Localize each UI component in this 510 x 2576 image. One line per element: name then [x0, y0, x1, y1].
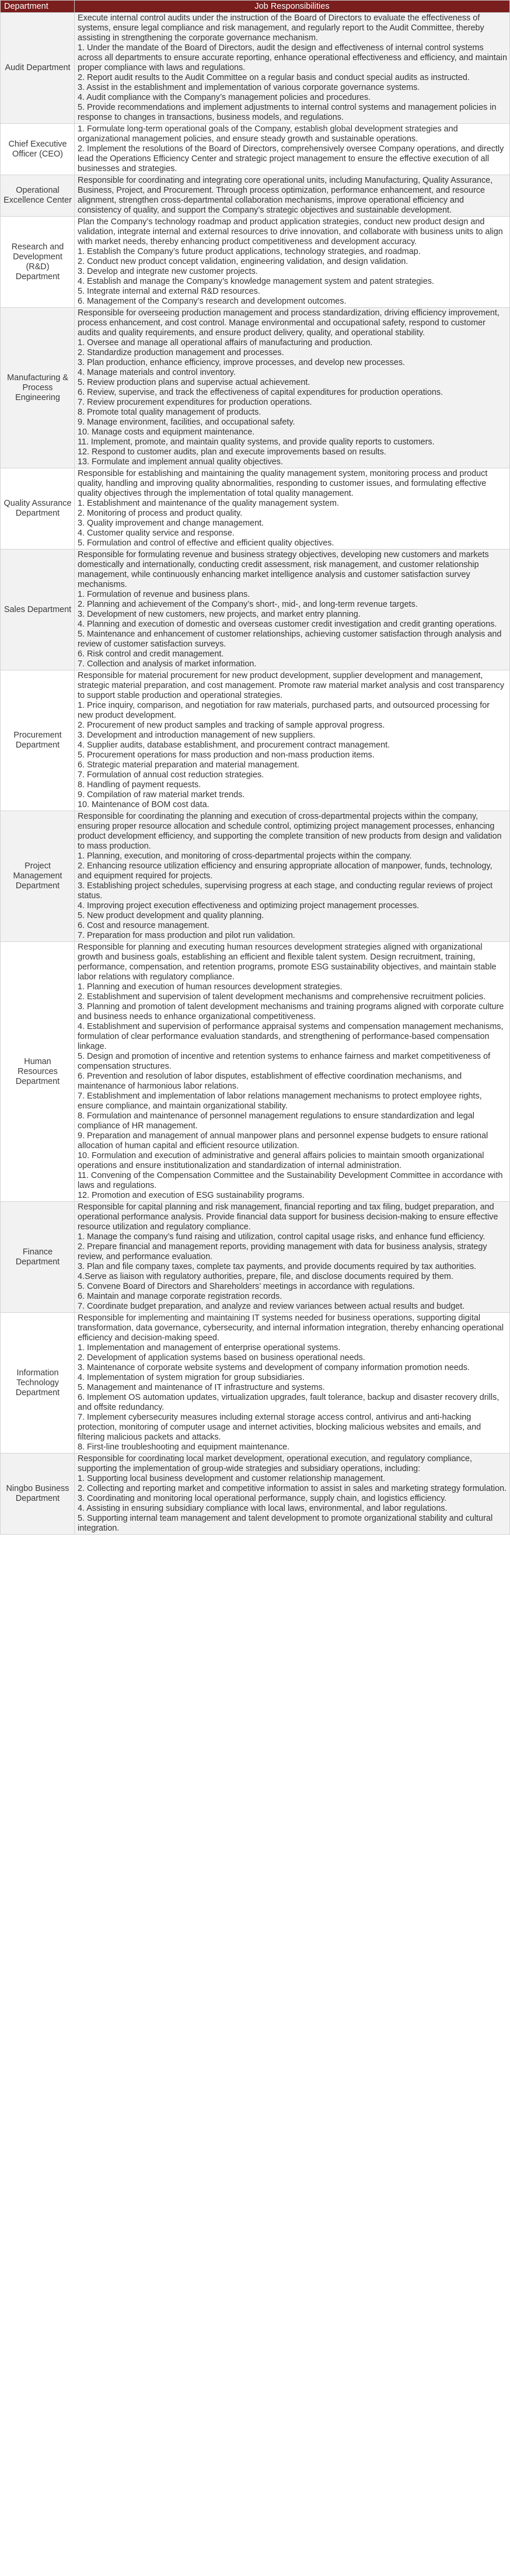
responsibility-item: 12. Promotion and execution of ESG sustainability programs. [78, 1191, 305, 1200]
responsibility-item: 1. Establishment and maintenance of the quality management system. [78, 499, 339, 508]
responsibility-item: 1. Formulation of revenue and business plans. [78, 590, 250, 599]
responsibility-summary: 1. Formulate long-term operational goals of the Company, establish global development strategies and organizational management policies, and ensure steady growth and sustainable operations. [78, 124, 458, 144]
responsibility-item: 3. Plan production, enhance efficiency, improve processes, and develop new processes. [78, 358, 406, 367]
responsibility-item: 1. Oversee and manage all operational affairs of manufacturing and production. [78, 338, 373, 347]
responsibility-item: 7. Formulation of annual cost reduction strategies. [78, 770, 264, 780]
department-name: Human Resources Department [1, 942, 75, 1202]
responsibility-item: 2. Collecting and reporting market and competitive information to assist in sales and marketing strategy formulation. [78, 1484, 507, 1493]
table-row [1, 1454, 510, 1535]
responsibility-item: 2. Prepare financial and management reports, providing management with data for business analysis, strategy review, and performance evaluation. [78, 1242, 487, 1261]
responsibility-item: 5. Formulation and control of effective and efficient quality objectives. [78, 538, 334, 548]
department-name: Finance Department [1, 1202, 75, 1313]
responsibility-item: 6. Risk control and credit management. [78, 649, 224, 659]
responsibility-summary: Responsible for coordinating the planning and execution of cross-departmental projects within the company, ensuring proper resource allocation and schedule control, optimizing project management processes, enhancing product development efficiency, and supporting the complete transition of new products from design and validation to mass production. [78, 812, 502, 851]
responsibility-item: 5. Maintenance and enhancement of customer relationships, achieving customer satisfaction through analysis and review of customer satisfaction surveys. [78, 630, 502, 649]
responsibility-item: 2. Establishment and supervision of talent development mechanisms and comprehensive recruitment policies. [78, 992, 486, 1002]
responsibility-item: 11. Convening of the Compensation Committee and the Sustainability Development Committee in accordance with laws and regulations. [78, 1171, 503, 1190]
responsibility-item: 1. Manage the company’s fund raising and utilization, control capital usage risks, and enhance fund efficiency. [78, 1232, 485, 1242]
department-name: Procurement Department [1, 670, 75, 811]
responsibility-item: 3. Maintenance of corporate website systems and development of company information promotion needs. [78, 1363, 470, 1372]
responsibility-summary: Responsible for formulating revenue and business strategy objectives, developing new customers and markets domestically and internationally, conducting credit assessment, risk management, and customer relationship management, while continuously enhancing market intelligence analysis and customer satisfaction survey mechanisms. [78, 550, 489, 589]
responsibility-item: 1. Implementation and management of enterprise operational systems. [78, 1343, 341, 1353]
department-name: Quality Assurance Department [1, 468, 75, 550]
responsibility-item: 5. Supporting internal team management and talent development to promote organizational stability and cultural integration. [78, 1514, 493, 1533]
table-row [1, 811, 510, 942]
responsibility-summary: Responsible for planning and executing human resources development strategies aligned with organizational growth and business goals, establishing an efficient and flexible talent system. Design recruitment, training, performance, compensation, and retention programs, promote ESG sustainability objectives, and maintain stable labor relations with regulatory compliance. [78, 943, 497, 982]
responsibility-item: 4. Establishment and supervision of performance appraisal systems and compensation management mechanisms, formulation of clear performance evaluation standards, and strengthening of performance-based compensation linkage. [78, 1022, 504, 1051]
responsibility-item: 3. Development of new customers, new projects, and market entry planning. [78, 610, 361, 619]
responsibility-item: 1. Establish the Company’s future product applications, technology strategies, and roadmap. [78, 247, 421, 256]
responsibilities-cell [75, 550, 510, 670]
responsibility-item: 6. Management of the Company’s research and development outcomes. [78, 297, 347, 306]
responsibility-summary: Responsible for overseeing production management and process standardization, driving efficiency improvement, process enhancement, and cost control. Manage environmental and occupational safety, respond to customer audits and quality requirements, and ensure product delivery, quality, and operational stability. [78, 308, 499, 338]
department-name: Operational Excellence Center [1, 175, 75, 217]
responsibility-item: 4. Planning and execution of domestic and overseas customer credit investigation and credit granting operations. [78, 620, 497, 629]
table-row [1, 1313, 510, 1454]
responsibility-item: 4. Supplier audits, database establishment, and procurement contract management. [78, 741, 390, 750]
department-name: Audit Department [1, 13, 75, 124]
department-name: Information Technology Department [1, 1313, 75, 1454]
department-name: Manufacturing & Process Engineering [1, 308, 75, 468]
responsibility-summary: Responsible for capital planning and risk management, financial reporting and tax filing, budget preparation, and operational performance analysis. Provide financial data support for business decision-making to ensure effective resource utilization and regulatory compliance. [78, 1202, 498, 1232]
responsibility-item: 10. Manage costs and equipment maintenance. [78, 427, 255, 437]
responsibility-item: 4.Serve as liaison with regulatory authorities, prepare, file, and disclose documents required by them. [78, 1272, 453, 1281]
responsibility-item: 5. Provide recommendations and implement adjustments to internal control systems and management policies in response to changes in transactions, business models, and regulations. [78, 103, 497, 122]
responsibility-item: 1. Supporting local business development and customer relationship management. [78, 1474, 386, 1483]
responsibility-item: 5. Convene Board of Directors and Shareholders’ meetings in accordance with regulations. [78, 1282, 415, 1291]
table-row [1, 1202, 510, 1313]
responsibility-item: 8. Handling of payment requests. [78, 780, 201, 790]
responsibility-item: 3. Develop and integrate new customer projects. [78, 267, 258, 276]
responsibilities-cell [75, 124, 510, 175]
responsibility-item: 8. Formulation and maintenance of personnel management regulations to ensure standardization and legal compliance of HR management. [78, 1111, 474, 1131]
responsibilities-cell [75, 1202, 510, 1313]
responsibility-item: 3. Quality improvement and change management. [78, 519, 264, 528]
responsibilities-column-header: Job Responsibilities [75, 1, 510, 13]
responsibility-item: 8. First-line troubleshooting and equipment maintenance. [78, 1442, 290, 1452]
table-row [1, 942, 510, 1202]
department-name: Project Management Department [1, 811, 75, 942]
responsibility-item: 4. Implementation of system migration for group subsidiaries. [78, 1373, 305, 1382]
responsibility-item: 12. Respond to customer audits, plan and execute improvements based on results. [78, 447, 386, 457]
responsibility-item: 10. Formulation and execution of administrative and general affairs policies to maintain smooth organizational operations and ensure institutionalization and standardization of internal administration. [78, 1151, 484, 1170]
responsibility-item: 5. Design and promotion of incentive and retention systems to enhance fairness and market competitiveness of compensation structures. [78, 1052, 491, 1071]
responsibility-item: 3. Establishing project schedules, supervising progress at each stage, and conducting regular reviews of project status. [78, 881, 493, 901]
responsibilities-cell [75, 942, 510, 1202]
responsibility-item: 7. Coordinate budget preparation, and analyze and review variances between actual results and budget. [78, 1302, 465, 1311]
department-name: Sales Department [1, 550, 75, 670]
responsibility-item: 7. Implement cybersecurity measures including external storage access control, antivirus and anti-hacking protection, monitoring of computer usage and internet activities, blocking malicious websites and emails, and filtering malicious packets and attacks. [78, 1413, 481, 1442]
table-row [1, 550, 510, 670]
responsibilities-cell [75, 468, 510, 550]
responsibility-item: 2. Implement the resolutions of the Board of Directors, comprehensively oversee Company operations, and directly lead the Operations Efficiency Center and strategic project management to ensure the effective execution of all businesses and strategies. [78, 144, 504, 173]
responsibility-item: 4. Establish and manage the Company’s knowledge management system and patent strategies. [78, 277, 434, 286]
responsibility-summary: Responsible for establishing and maintaining the quality management system, monitoring process and product quality, handling and improving quality abnormalities, responding to customer issues, and formulating effective quality objectives through the implementation of total quality management. [78, 469, 488, 498]
responsibility-item: 4. Customer quality service and response. [78, 529, 235, 538]
responsibilities-cell [75, 811, 510, 942]
responsibility-item: 5. Review production plans and supervise actual achievement. [78, 378, 310, 387]
department-column-header: Department [1, 1, 75, 13]
responsibility-item: 6. Cost and resource management. [78, 921, 209, 930]
department-name: Research and Development (R&D) Department [1, 217, 75, 308]
responsibility-item: 2. Conduct new product concept validation, engineering validation, and design validation. [78, 257, 408, 266]
responsibilities-cell [75, 217, 510, 308]
responsibility-item: 7. Collection and analysis of market information. [78, 659, 257, 669]
table-row [1, 468, 510, 550]
responsibility-item: 2. Report audit results to the Audit Committee on a regular basis and conduct special audits as instructed. [78, 73, 470, 82]
responsibility-item: 3. Coordinating and monitoring local operational performance, supply chain, and logistics efficiency. [78, 1494, 447, 1503]
responsibility-item: 2. Enhancing resource utilization efficiency and ensuring appropriate allocation of manpower, funds, technology, and equipment required for projects. [78, 861, 492, 881]
responsibility-item: 6. Review, supervise, and track the effectiveness of capital expenditures for production operations. [78, 388, 443, 397]
responsibility-summary: Responsible for coordinating local market development, operational execution, and regulatory compliance, supporting the implementation of group-wide strategies and subsidiary operations, including: [78, 1454, 472, 1473]
responsibilities-cell [75, 308, 510, 468]
responsibility-item: 6. Maintain and manage corporate registration records. [78, 1292, 282, 1301]
responsibility-item: 7. Establishment and implementation of labor relations management mechanisms to protect employee rights, ensure compliance, and maintain organizational stability. [78, 1091, 482, 1111]
responsibility-item: 3. Plan and file company taxes, complete tax payments, and provide documents required by tax authorities. [78, 1262, 477, 1271]
responsibility-item: 5. New product development and quality planning. [78, 911, 264, 920]
responsibility-summary: Responsible for coordinating and integrating core operational units, including Manufacturing, Quality Assurance, Business, Project, and Procurement. Through process optimization, performance enhancement, and resource alignment, strengthen cross-departmental collaboration mechanisms, improve operational efficiency and consistency of quality, and support the Company’s strategic objectives and sustainable development. [78, 176, 493, 215]
responsibility-item: 9. Compilation of raw material market trends. [78, 790, 245, 799]
table-row [1, 124, 510, 175]
responsibilities-cell [75, 175, 510, 217]
responsibilities-cell [75, 1313, 510, 1454]
table-row [1, 13, 510, 124]
responsibility-item: 2. Procurement of new product samples and tracking of sample approval progress. [78, 721, 385, 730]
responsibility-item: 4. Manage materials and control inventory. [78, 368, 236, 377]
responsibility-item: 1. Planning, execution, and monitoring of cross-departmental projects within the company. [78, 851, 412, 861]
table-row [1, 670, 510, 811]
responsibility-item: 9. Manage environment, facilities, and occupational safety. [78, 418, 295, 427]
responsibility-item: 5. Management and maintenance of IT infrastructure and systems. [78, 1383, 325, 1392]
responsibility-item: 6. Prevention and resolution of labor disputes, establishment of effective coordination mechanisms, and maintenance of harmonious labor relations. [78, 1072, 462, 1091]
table-row [1, 175, 510, 217]
responsibility-item: 13. Formulate and implement annual quality objectives. [78, 457, 283, 467]
responsibility-item: 2. Standardize production management and processes. [78, 348, 284, 357]
responsibility-item: 1. Price inquiry, comparison, and negotiation for raw materials, purchased parts, and outsourced processing for new product development. [78, 701, 490, 720]
responsibility-item: 5. Integrate internal and external R&D resources. [78, 287, 260, 296]
responsibilities-cell [75, 1454, 510, 1535]
header-row [1, 1, 510, 13]
responsibility-item: 10. Maintenance of BOM cost data. [78, 800, 209, 809]
responsibility-item: 7. Preparation for mass production and pilot run validation. [78, 931, 295, 940]
responsibility-item: 11. Implement, promote, and maintain quality systems, and provide quality reports to customers. [78, 437, 435, 447]
responsibility-summary: Execute internal control audits under the instruction of the Board of Directors to evaluate the effectiveness of systems, ensure legal compliance and risk management, and regularly report to the Audit Committee, thereby assisting in strengthening the corporate governance mechanism. [78, 13, 484, 43]
responsibility-item: 4. Assisting in ensuring subsidiary compliance with local laws, environmental, and labor regulations. [78, 1504, 448, 1513]
department-name: Ningbo Business Department [1, 1454, 75, 1535]
responsibility-item: 9. Preparation and management of annual manpower plans and personnel expense budgets to ensure rational allocation of human capital and efficient resource utilization. [78, 1131, 488, 1150]
responsibility-item: 4. Audit compliance with the Company’s management policies and procedures. [78, 93, 371, 102]
responsibility-item: 6. Implement OS automation updates, virtualization upgrades, fault tolerance, backup and disaster recovery drills, and offsite redundancy. [78, 1393, 499, 1412]
responsibility-item: 2. Planning and achievement of the Company’s short-, mid-, and long-term revenue targets. [78, 600, 418, 609]
responsibility-item: 3. Planning and promotion of talent development mechanisms and training programs aligned with corporate culture and business needs to enhance organizational competitiveness. [78, 1002, 504, 1021]
responsibility-item: 5. Procurement operations for mass production and non-mass production items. [78, 750, 375, 760]
responsibility-item: 2. Development of application systems based on business operational needs. [78, 1353, 365, 1362]
responsibility-item: 7. Review procurement expenditures for production operations. [78, 398, 312, 407]
responsibility-item: 3. Assist in the establishment and implementation of various corporate governance systems. [78, 83, 420, 92]
department-name: Chief Executive Officer (CEO) [1, 124, 75, 175]
responsibility-summary: Plan the Company’s technology roadmap and product application strategies, conduct new product design and validation, integrate internal and external resources to drive innovation, and collaborate with business units to align with market needs, thereby enhancing product competitiveness and development accuracy. [78, 217, 503, 246]
responsibility-summary: Responsible for implementing and maintaining IT systems needed for business operations, supporting digital transformation, data governance, cybersecurity, and internal information integration, thereby enhancing operational efficiency and decision-making speed. [78, 1313, 504, 1343]
responsibility-item: 1. Under the mandate of the Board of Directors, audit the design and effectiveness of internal control systems across all departments to ensure accurate reporting, enhance operational effectiveness and efficiency, and maintain proper compliance with laws and regulations. [78, 43, 507, 72]
responsibility-summary: Responsible for material procurement for new product development, supplier development and management, strategic material preparation, and cost management. Promote raw material market analysis and cost transparency to support stable production and operational strategies. [78, 671, 505, 700]
responsibility-item: 3. Development and introduction management of new suppliers. [78, 731, 316, 740]
responsibility-item: 1. Planning and execution of human resources development strategies. [78, 982, 343, 992]
responsibility-item: 2. Monitoring of process and product quality. [78, 509, 243, 518]
table-row [1, 217, 510, 308]
responsibility-item: 6. Strategic material preparation and material management. [78, 760, 299, 770]
responsibilities-cell [75, 670, 510, 811]
responsibilities-cell [75, 13, 510, 124]
responsibility-item: 4. Improving project execution effectiveness and optimizing project management processes. [78, 901, 420, 910]
table-row [1, 308, 510, 468]
responsibility-item: 8. Promote total quality management of products. [78, 408, 261, 417]
